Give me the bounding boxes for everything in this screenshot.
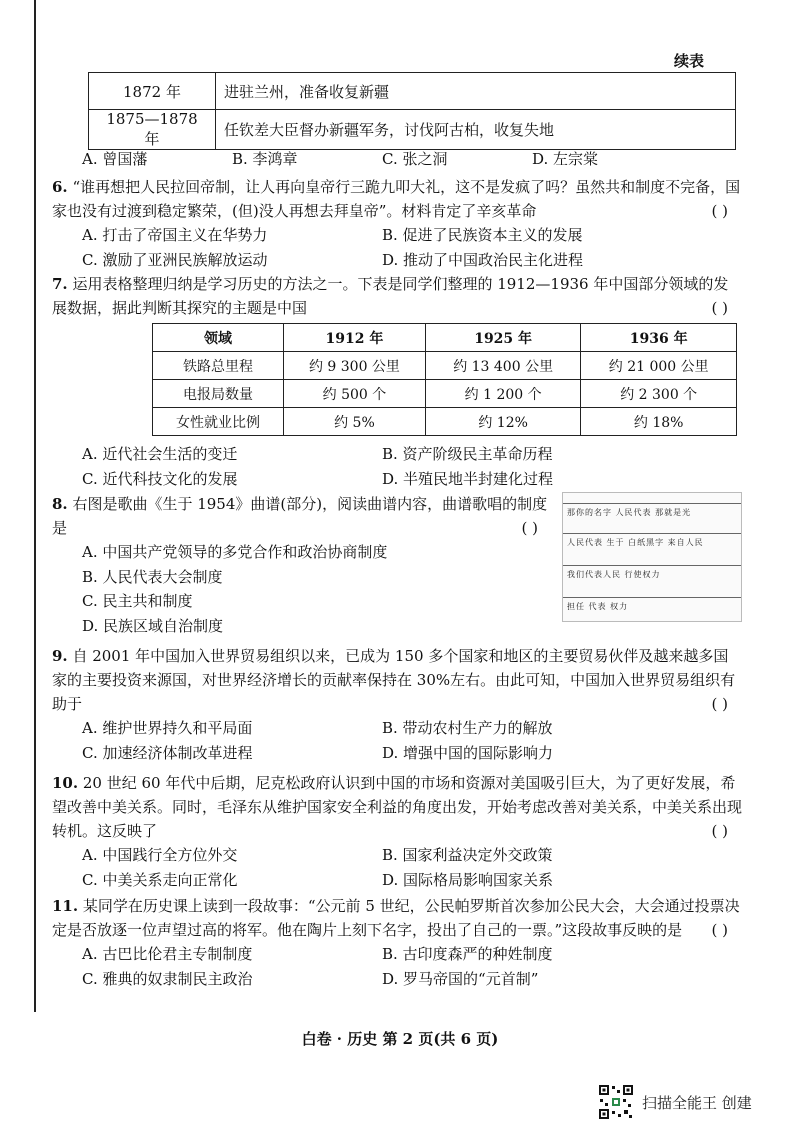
q9-answer-paren[interactable]: ( ) <box>711 695 728 713</box>
scanner-watermark <box>598 1084 752 1120</box>
q7-text: 运用表格整理归纳是学习历史的方法之一。下表是同学们整理的 1912—1936 年中国部分领域的发展数据，据此判断其探究的主题是中国 <box>52 275 729 317</box>
q11-option-d[interactable]: D. 罗马帝国的“元首制” <box>382 969 539 988</box>
q10-number: 10. <box>52 774 79 792</box>
q7-number: 7. <box>52 275 68 293</box>
table-cell: 电报局数量 <box>153 380 284 408</box>
page-left-border <box>34 0 36 1012</box>
q7-options <box>52 442 742 491</box>
table-cell: 约 5% <box>284 408 426 436</box>
q8-option-d[interactable]: D. 民族区域自治制度 <box>82 616 224 635</box>
q9-option-a[interactable]: A. 维护世界持久和平局面 <box>82 719 253 737</box>
table-cell: 女性就业比例 <box>153 408 284 436</box>
q10-block <box>52 771 742 892</box>
q8-option-a[interactable]: A. 中国共产党领导的多党合作和政治协商制度 <box>82 543 388 561</box>
q5-option-d[interactable]: D. 左宗棠 <box>532 150 599 168</box>
q6-number: 6. <box>52 178 68 196</box>
q5-block <box>52 147 742 172</box>
score-lyric-line: 那你的名字 人民代表 那就是光 <box>567 508 692 517</box>
q10-option-b[interactable]: B. 国家利益决定外交政策 <box>382 846 553 864</box>
q8-option-c[interactable]: C. 民主共和制度 <box>82 592 193 610</box>
q8-stem <box>52 492 552 540</box>
q6-text: “谁再想把人民拉回帝制，让人再向皇帝行三跪九叩大礼，这不是发疯了吗？虽然共和制度不完备，国家也没有过渡到稳定繁荣，(但)没人再想去拜皇帝”。材料肯定了辛亥革命 <box>52 178 741 220</box>
q7-stem <box>52 272 742 320</box>
table-row <box>153 380 737 408</box>
q9-option-d[interactable]: D. 增强中国的国际影响力 <box>382 743 554 762</box>
table-cell: 约 9 300 公里 <box>284 352 426 380</box>
q6-option-a[interactable]: A. 打击了帝国主义在华势力 <box>82 226 268 244</box>
table-row <box>153 352 737 380</box>
q6-answer-paren[interactable]: ( ) <box>711 202 728 220</box>
q11-option-a[interactable]: A. 古巴比伦君主专制制度 <box>82 945 253 963</box>
q10-option-c[interactable]: C. 中美关系走向正常化 <box>82 870 238 889</box>
q7-option-b[interactable]: B. 资产阶级民主革命历程 <box>382 445 553 463</box>
table-cell: 约 12% <box>425 408 581 436</box>
table-cell: 约 2 300 个 <box>581 380 737 408</box>
q10-option-a[interactable]: A. 中国践行全方位外交 <box>82 846 238 864</box>
q7-answer-paren[interactable]: ( ) <box>711 299 728 317</box>
q5-option-a[interactable]: A. 曾国藩 <box>82 150 148 168</box>
q9-stem <box>52 644 742 716</box>
q7-block <box>52 272 742 320</box>
table-cell: 铁路总里程 <box>153 352 284 380</box>
q8-text: 右图是歌曲《生于 1954》曲谱(部分)，阅读曲谱内容，曲谱歌唱的制度是 <box>52 495 548 537</box>
table-cell-year: 1875—1878 年 <box>89 110 216 150</box>
table-header-cell: 1912 年 <box>284 324 426 352</box>
q10-answer-paren[interactable]: ( ) <box>711 822 728 840</box>
q6-block <box>52 175 742 272</box>
table-header-row <box>153 324 737 352</box>
q7-option-d[interactable]: D. 半殖民地半封建化过程 <box>382 469 554 488</box>
q6-option-c[interactable]: C. 激励了亚洲民族解放运动 <box>82 250 268 269</box>
q7-option-c[interactable]: C. 近代科技文化的发展 <box>82 469 238 488</box>
q9-number: 9. <box>52 647 68 665</box>
table-header-cell: 1936 年 <box>581 324 737 352</box>
q8-option-b[interactable]: B. 人民代表大会制度 <box>82 567 223 586</box>
q5-material-table <box>88 72 736 150</box>
table-row <box>89 110 736 150</box>
table-continued-label: 续表 <box>673 52 704 70</box>
q6-stem <box>52 175 742 223</box>
table-cell: 约 1 200 个 <box>425 380 581 408</box>
score-lyric-line: 我们代表人民 行使权力 <box>567 570 661 579</box>
music-score-image <box>562 492 742 622</box>
q5-option-c[interactable]: C. 张之洞 <box>382 150 448 168</box>
q8-answer-paren[interactable]: ( ) <box>521 519 538 537</box>
table-cell: 约 18% <box>581 408 737 436</box>
qr-code-icon <box>598 1084 634 1120</box>
q8-block <box>52 492 552 638</box>
table-cell: 约 13 400 公里 <box>425 352 581 380</box>
score-lyric-line: 担任 代表 权力 <box>567 602 629 611</box>
q11-option-b[interactable]: B. 古印度森严的种姓制度 <box>382 945 553 963</box>
q10-text: 20 世纪 60 年代中后期，尼克松政府认识到中国的市场和资源对美国吸引巨大，为了更好发展，希望改善中美关系。同时，毛泽东从维护国家安全利益的角度出发，开始考虑改善对美关系，中美关系出现转机。这反映了 <box>52 774 743 840</box>
table-cell-event: 进驻兰州，准备收复新疆 <box>216 73 736 110</box>
q7-option-a[interactable]: A. 近代社会生活的变迁 <box>82 445 238 463</box>
q11-number: 11. <box>52 897 79 915</box>
q9-option-b[interactable]: B. 带动农村生产力的解放 <box>382 719 553 737</box>
q7-data-table <box>152 323 737 436</box>
staff-line <box>563 503 741 504</box>
staff-line <box>563 597 741 598</box>
staff-line <box>563 565 741 566</box>
q10-stem <box>52 771 742 843</box>
q11-text: 某同学在历史课上读到一段故事：“公元前 5 世纪，公民帕罗斯首次参加公民大会，大会通过投票决定是否放逐一位声望过高的将军。他在陶片上刻下名字，投出了自己的一票。”这段故事反映的是 <box>52 897 740 939</box>
q9-text: 自 2001 年中国加入世界贸易组织以来，已成为 150 多个国家和地区的主要贸易伙伴及越来越多国家的主要投资来源国，对世界经济增长的贡献率保持在 30%左右。由此可知，中国加入世界贸易组织有助于 <box>52 647 736 713</box>
staff-line <box>563 533 741 534</box>
q10-option-d[interactable]: D. 国际格局影响国家关系 <box>382 870 554 889</box>
q11-stem <box>52 894 742 942</box>
q11-answer-paren[interactable]: ( ) <box>711 921 728 939</box>
table-cell-event: 任钦差大臣督办新疆军务，讨伐阿古柏，收复失地 <box>216 110 736 150</box>
q6-option-d[interactable]: D. 推动了中国政治民主化进程 <box>382 250 584 269</box>
q9-option-c[interactable]: C. 加速经济体制改革进程 <box>82 743 253 762</box>
q11-option-c[interactable]: C. 雅典的奴隶制民主政治 <box>82 969 253 988</box>
q5-option-b[interactable]: B. 李鸿章 <box>232 150 298 168</box>
q8-number: 8. <box>52 495 68 513</box>
table-header-cell: 领域 <box>153 324 284 352</box>
table-cell: 约 21 000 公里 <box>581 352 737 380</box>
table-cell-year: 1872 年 <box>89 73 216 110</box>
table-cell: 约 500 个 <box>284 380 426 408</box>
page-footer: 白卷 · 历史 第 2 页(共 6 页) <box>301 1030 499 1048</box>
q9-block <box>52 644 742 765</box>
q6-option-b[interactable]: B. 促进了民族资本主义的发展 <box>382 226 583 244</box>
table-row <box>89 73 736 110</box>
q11-block <box>52 894 742 991</box>
table-header-cell: 1925 年 <box>425 324 581 352</box>
table-row <box>153 408 737 436</box>
scanner-brand-text: 扫描全能王 创建 <box>642 1093 752 1112</box>
score-lyric-line: 人民代表 生于 白纸黑字 来自人民 <box>567 538 704 547</box>
